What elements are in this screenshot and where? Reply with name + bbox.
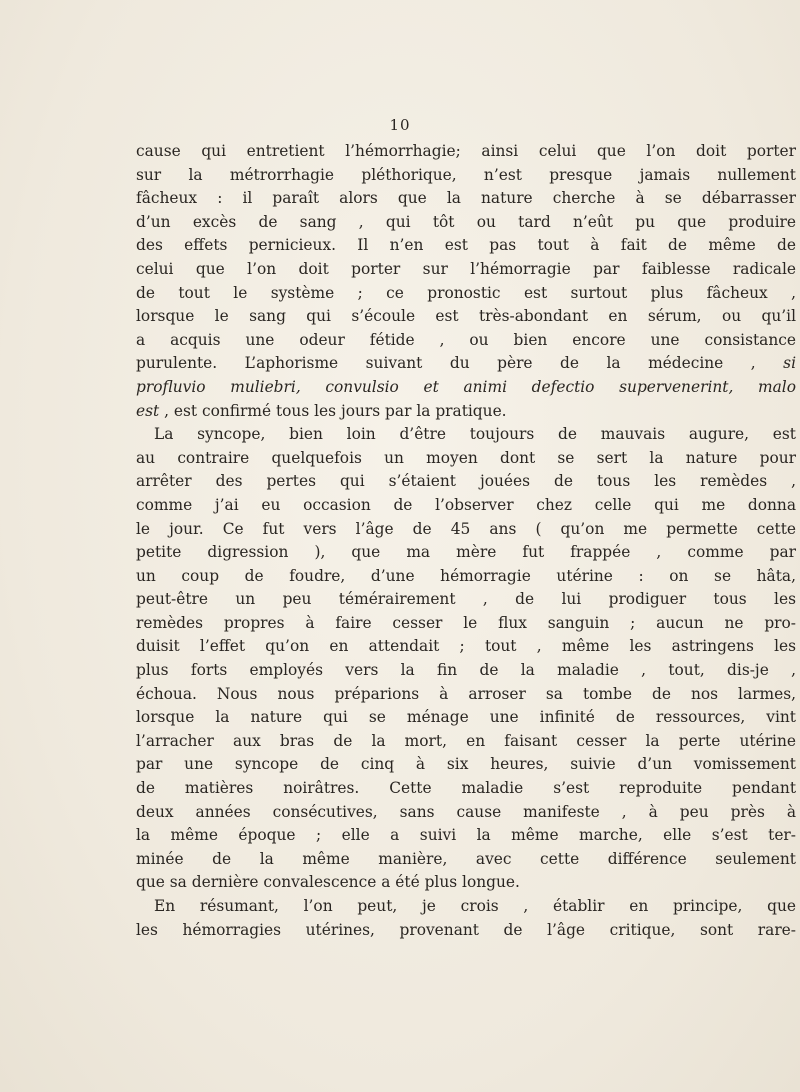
text-line: [136, 871, 796, 895]
text-line: [136, 258, 796, 282]
text-line: [136, 187, 796, 211]
line-text: En résumant, l’on peut, je crois , établir en principe, que: [154, 897, 796, 915]
text-line: [136, 423, 796, 447]
line-text: lorsque la nature qui se ménage une infinité de ressources, vint: [136, 708, 796, 727]
text-line: [136, 612, 796, 636]
text-line: [136, 400, 796, 424]
line-text: plus forts employés vers la fin de la maladie , tout, dis-je ,: [136, 661, 796, 680]
text-line: [136, 494, 796, 518]
text-line: [136, 376, 796, 400]
line-text: des effets pernicieux. Il n’en est pas tout à fait de même de: [136, 236, 796, 255]
line-text: remèdes propres à faire cesser le flux sanguin ; aucun ne pro-: [136, 613, 796, 632]
text-line: [136, 895, 796, 919]
text-line: [136, 164, 796, 188]
italic-text: si: [783, 354, 796, 373]
line-text: l’arracher aux bras de la mort, en faisant cesser la perte utérine: [136, 731, 796, 750]
text-line: [136, 565, 796, 589]
italic-text: est: [136, 401, 160, 420]
line-text: échoua. Nous nous préparions à arroser sa tombe de nos larmes,: [136, 684, 796, 703]
text-line: [136, 801, 796, 825]
text-line: [136, 211, 796, 235]
text-line: [136, 282, 796, 306]
text-line: [136, 635, 796, 659]
line-text: petite digression ), que ma mère fut frappée , comme par: [136, 543, 796, 562]
text-line: [136, 919, 796, 943]
line-text: les hémorragies utérines, provenant de l’âge critique, sont rare-: [136, 920, 796, 939]
line-text: arrêter des pertes qui s’étaient jouées de tous les remèdes ,: [136, 472, 796, 491]
text-line: [136, 753, 796, 777]
line-text: d’un excès de sang , qui tôt ou tard n’eût pu que produire: [136, 212, 796, 231]
text-line: [136, 447, 796, 471]
text-line: [136, 824, 796, 848]
line-text: sur la métrorrhagie pléthorique, n’est presque jamais nullement: [136, 165, 796, 184]
line-text: de matières noirâtres. Cette maladie s’est reproduite pendant: [136, 779, 796, 798]
text-line: [136, 848, 796, 872]
line-text: La syncope, bien loin d’être toujours de mauvais augure, est: [154, 425, 796, 444]
line-text: par une syncope de cinq à six heures, suivie d’un vomissement: [136, 755, 796, 774]
line-text: minée de la même manière, avec cette différence seulement: [136, 849, 796, 868]
text-line: [136, 706, 796, 730]
line-text: peut-être un peu témérairement , de lui prodiguer tous les: [136, 590, 796, 609]
line-text: lorsque le sang qui s’écoule est très-abondant en sérum, ou qu’il: [136, 307, 796, 326]
text-line: [136, 470, 796, 494]
text-line: [136, 140, 796, 164]
line-text: au contraire quelquefois un moyen dont se sert la nature pour: [136, 448, 796, 467]
text-line: [136, 777, 796, 801]
text-line: [136, 541, 796, 565]
line-text: deux années consécutives, sans cause manifeste , à peu près à: [136, 802, 796, 821]
line-text: que sa dernière convalescence a été plus longue.: [136, 873, 520, 892]
line-text: la même époque ; elle a suivi la même marche, elle s’est ter-: [136, 826, 796, 845]
text-line: [136, 234, 796, 258]
line-text: duisit l’effet qu’on en attendait ; tout , même les astringens les: [136, 637, 796, 656]
text-line: [136, 329, 796, 353]
line-text: de tout le système ; ce pronostic est surtout plus fâcheux ,: [136, 283, 796, 302]
text-line: [136, 305, 796, 329]
line-text: a acquis une odeur fétide , ou bien encore une consistance: [136, 330, 796, 349]
line-text: cause qui entretient l’hémorrhagie; ainsi celui que l’on doit porter: [136, 142, 796, 160]
line-text: un coup de foudre, d’une hémorragie utérine : on se hâta,: [136, 566, 796, 585]
italic-text: profluvio muliebri, convulsio et animi defectio supervenerint, malo: [136, 377, 796, 396]
text-line: [136, 588, 796, 612]
text-line: [136, 659, 796, 683]
line-text: , est confirmé tous les jours par la pratique.: [159, 401, 507, 420]
line-text: celui que l’on doit porter sur l’hémorragie par faiblesse radicale: [136, 259, 796, 278]
line-text: le jour. Ce fut vers l’âge de 45 ans ( qu’on me permette cette: [136, 519, 796, 538]
text-line: [136, 518, 796, 542]
text-line: [136, 352, 796, 376]
text-line: [136, 683, 796, 707]
body-text: [136, 140, 796, 942]
line-text: fâcheux : il paraît alors que la nature cherche à se débarrasser: [136, 189, 796, 208]
text-line: [136, 730, 796, 754]
line-text: comme j’ai eu occasion de l’observer chez celle qui me donna: [136, 495, 796, 514]
line-text: purulente. L’aphorisme suivant du père de la médecine ,: [136, 354, 784, 373]
page-number: 10: [389, 116, 411, 134]
